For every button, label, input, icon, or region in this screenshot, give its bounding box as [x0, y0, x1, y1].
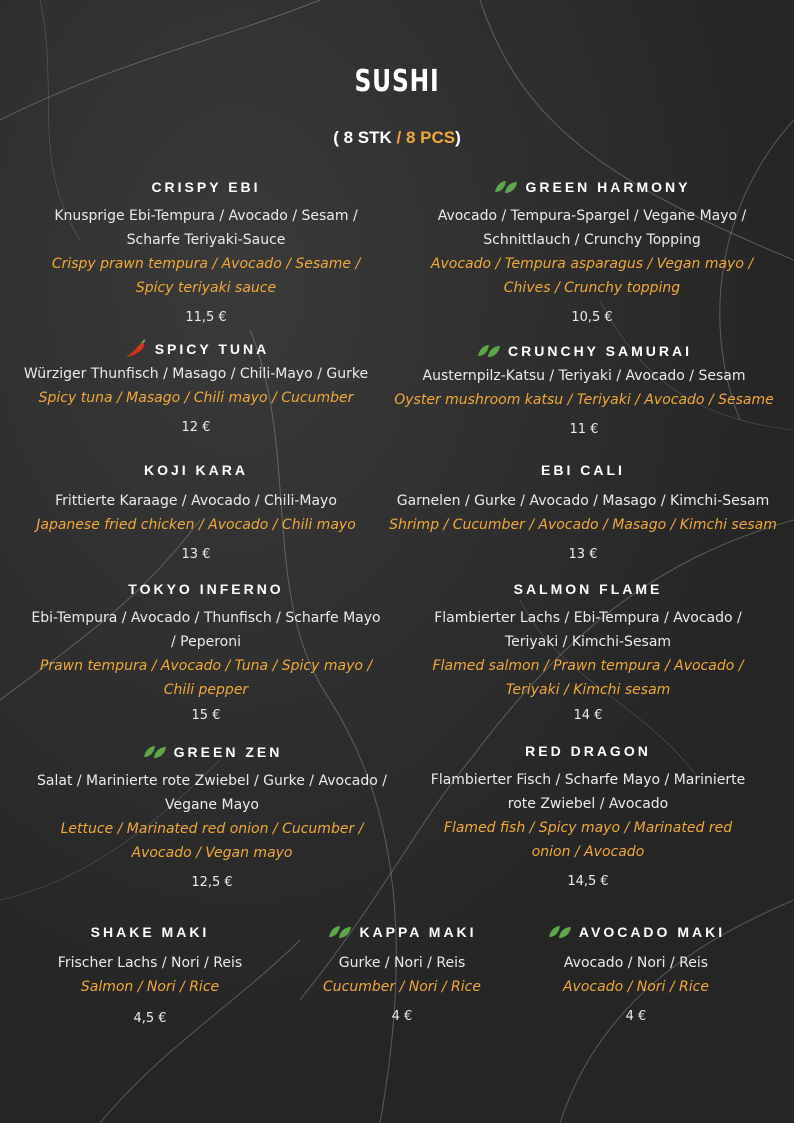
item-price: 12,5 €	[191, 875, 233, 890]
item-price: 4 €	[625, 1009, 647, 1024]
item-description-de: Austernpilz-Katsu / Teriyaki / Avocado / Sesam	[422, 368, 746, 384]
item-name: KOJI KARA	[143, 462, 248, 478]
menu-item	[10, 176, 402, 328]
item-description-en: Avocado / Nori / Rice	[562, 979, 709, 995]
subtitle-prefix: ( 8 STK	[333, 128, 397, 147]
menu-item	[10, 338, 382, 438]
leaf-icon	[547, 923, 573, 941]
item-description-en: Flamed fish / Spicy mayo / Marinated red onion / Avocado	[443, 820, 733, 860]
leaf-icon	[142, 743, 168, 761]
item-name: RED DRAGON	[525, 743, 651, 759]
item-description-de: Frittierte Karaage / Avocado / Chili-Mayo	[55, 493, 337, 509]
item-description-en: Spicy tuna / Masago / Chili mayo / Cucumber	[38, 390, 354, 406]
leaf-icon	[327, 923, 353, 941]
item-description-en: Salmon / Nori / Rice	[80, 979, 220, 995]
item-description-en: Japanese fried chicken / Avocado / Chili mayo	[36, 517, 356, 533]
item-name: SPICY TUNA	[154, 341, 270, 357]
subtitle-accent: / 8 PCS	[396, 128, 456, 147]
item-price: 11 €	[569, 422, 599, 437]
item-name: CRUNCHY SAMURAI	[508, 343, 692, 359]
item-price: 12 €	[181, 420, 211, 435]
item-price: 14 €	[573, 708, 603, 723]
item-price: 14,5 €	[567, 874, 609, 889]
item-price: 4,5 €	[133, 1011, 167, 1026]
menu-item	[374, 459, 792, 565]
item-description-de: Salat / Marinierte rote Zwiebel / Gurke / Avocado / Vegane Mayo	[37, 773, 387, 813]
item-name: GREEN HARMONY	[525, 179, 691, 195]
item-description-en: Oyster mushroom katsu / Teriyaki / Avocado / Sesame	[394, 392, 774, 408]
item-description-de: Gurke / Nori / Reis	[338, 955, 466, 971]
leaf-icon	[493, 178, 519, 196]
item-description-en: Crispy prawn tempura / Avocado / Sesame / Spicy teriyaki sauce	[51, 256, 361, 296]
item-description-en: Cucumber / Nori / Rice	[323, 979, 481, 995]
menu-item	[30, 921, 270, 1029]
menu-item	[410, 740, 766, 892]
item-description-de: Frischer Lachs / Nori / Reis	[57, 955, 243, 971]
menu-item	[14, 741, 410, 893]
menu-item	[520, 921, 752, 1027]
item-description-en: Prawn tempura / Avocado / Tuna / Spicy mayo / Chili pepper	[39, 658, 373, 698]
item-price: 13 €	[181, 547, 211, 562]
item-name: AVOCADO MAKI	[578, 924, 726, 940]
item-price: 11,5 €	[185, 310, 227, 325]
item-description-de: Knusprige Ebi-Tempura / Avocado / Sesam / Scharfe Teriyaki-Sauce	[54, 208, 358, 248]
item-price: 15 €	[191, 708, 221, 723]
page-title: SUSHI	[354, 64, 440, 99]
menu-item	[402, 578, 774, 726]
item-price: 13 €	[568, 547, 598, 562]
item-description-en: Lettuce / Marinated red onion / Cucumber / Avocado / Vegan mayo	[60, 821, 364, 861]
item-name: TOKYO INFERNO	[128, 581, 284, 597]
item-name: SHAKE MAKI	[90, 924, 210, 940]
portion-subtitle	[0, 128, 794, 148]
item-description-en: Avocado / Tempura asparagus / Vegan mayo / Chives / Crunchy topping	[430, 256, 754, 296]
menu-item	[392, 176, 792, 328]
item-name: EBI CALI	[541, 462, 625, 478]
menu-item	[10, 578, 402, 726]
item-price: 4 €	[391, 1009, 413, 1024]
chili-icon	[123, 337, 149, 361]
subtitle-suffix: )	[455, 128, 461, 147]
menu-item	[284, 921, 520, 1027]
item-description-de: Flambierter Fisch / Scharfe Mayo / Marinierte rote Zwiebel / Avocado	[430, 772, 746, 812]
item-price: 10,5 €	[571, 310, 613, 325]
menu-item	[382, 340, 786, 440]
menu-item	[10, 459, 382, 565]
item-description-de: Avocado / Tempura-Spargel / Vegane Mayo / Schnittlauch / Crunchy Topping	[437, 208, 747, 248]
item-description-de: Flambierter Lachs / Ebi-Tempura / Avocado / Teriyaki / Kimchi-Sesam	[434, 610, 742, 650]
item-description-de: Würziger Thunfisch / Masago / Chili-Mayo / Gurke	[23, 366, 369, 382]
leaf-icon	[476, 342, 502, 360]
item-name: SALMON FLAME	[513, 581, 663, 597]
item-description-de: Avocado / Nori / Reis	[563, 955, 709, 971]
item-description-en: Shrimp / Cucumber / Avocado / Masago / Kimchi sesam	[389, 517, 777, 533]
item-name: GREEN ZEN	[173, 744, 283, 760]
item-name: CRISPY EBI	[151, 179, 261, 195]
item-description-de: Ebi-Tempura / Avocado / Thunfisch / Scharfe Mayo / Peperoni	[31, 610, 381, 650]
item-description-en: Flamed salmon / Prawn tempura / Avocado / Teriyaki / Kimchi sesam	[432, 658, 744, 698]
item-name: KAPPA MAKI	[359, 924, 477, 940]
item-description-de: Garnelen / Gurke / Avocado / Masago / Kimchi-Sesam	[396, 493, 770, 509]
